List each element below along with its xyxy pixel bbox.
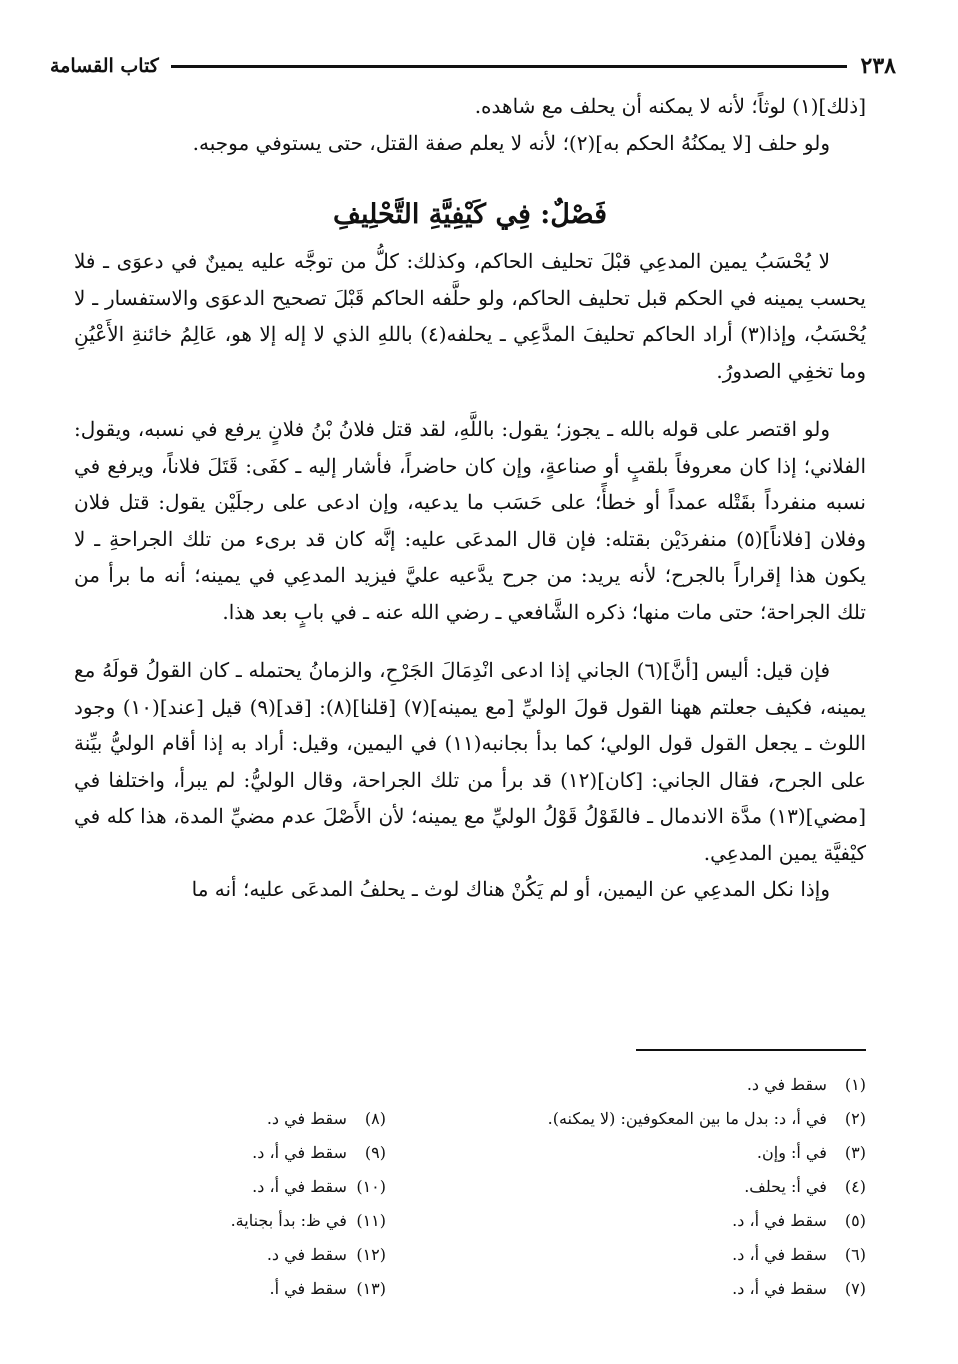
footnote-number: (٦)	[844, 1245, 866, 1264]
paragraph: ولو اقتصر على قوله بالله ـ يجوز؛ يقول: باللَّهِ، لقد قتل فلانُ بْنُ فلانٍ يرفع في نسبه، ويقول: الفلاني؛ إذا كان معروفاً بلقبٍ أو صناعةٍ، وإن كان حاضراً، فأشار إليه ـ كفَى: قَتَلَ فلاناً، ويرفع في نسبه منفرداً بقَتْله عمداً أو خطأً؛ على حَسَب ما يدعيه، وإن ادعى على رجلَيْن يقول: قتل فلان وفلان [فلاناً](٥) منفردَيْن بقتله: فإن قال المدعَى عليه: إنَّه كان قد برىء من تلك الجراحةِ ـ لا يكون هذا إقراراً بالجرح؛ لأنه يريد: من جرح يدَّعيه عليَّ فيزيد المدعِي في يمينه؛ أنه ما برأ من تلك الجراحة؛ حتى مات منها؛ ذكره الشَّافعي ـ رضي الله عنه ـ في بابٍ بعد هذا.	[74, 417, 866, 624]
footnote	[86, 1102, 386, 1136]
header-rule	[171, 65, 847, 68]
intro-line-2: ولو حلف [لا يمكنُهُ الحكم به](٢)؛ لأنه لا يعلم صفة القتل، حتى يستوفي موجبه.	[192, 130, 830, 155]
footnote-number: (١)	[844, 1075, 866, 1094]
footnote	[86, 1136, 386, 1170]
body-text	[74, 88, 866, 908]
footnote-text: سقط في د.	[746, 1075, 827, 1094]
footnote	[466, 1238, 866, 1272]
footnote-number: (٨)	[364, 1109, 386, 1128]
paragraph: فإن قيل: أليس [أنَّ](٦) الجاني إذا ادعى انْدِمَالَ الجَرْحِ، والزمانُ يحتمله ـ كان القولُ قولَهُ مع يمينه، فكيف جعلتم ههنا القول قولَ الوليِّ [مع يمينه](٧) [قلنا](٨): [قد](٩) قيل [عند](١٠) وجود اللوث ـ يجعل القول قول الولي؛ كما بدأ بجانبه(١١) في اليمين، وقيل: أراد به إذا أقام الوليُّ بيِّنة على الجرح، فقال الجاني: [كان](١٢) قد برأ من تلك الجراحة، وقال الوليُّ: لم يبرأ، واختلفا في [مضي](١٣) مدَّة الاندمال ـ فالقَوْلُ قَوْلُ الوليِّ مع يمينه؛ لأن الأَصْلَ عدم مضيِّ المدة، هذا كله في كيْفيَّة يمين المدعِي.	[74, 658, 866, 865]
paragraph: وإذا نكل المدعِي عن اليمين، أو لم يَكُنْ هناك لوث ـ يحلفُ المدعَى عليه؛ أنه ما	[191, 877, 830, 901]
footnote-text: سقط في أ، د.	[732, 1279, 827, 1298]
paragraph: لا يُحْسَبُ يمين المدعِي قبْلَ تحليف الحاكم، وكذلك: كلُّ من توجَّه عليه يمينٌ في دعوَى ـ فلا يحسب يمينه في الحكم قبل تحليف الحاكم، ولو حلَّفه الحاكم قَبْلَ تصحيح الدعوَى والاستفسار ـ لا يُحْسَبُ، وإذا(٣) أراد الحاكم تحليفَ المدَّعِي ـ يحلفه(٤) باللهِ الذي لا إله إلا هو، عَالِمُ خائنةِ الأَعْيُنِ وما تخفِي الصدورُ.	[74, 249, 866, 383]
footnote-number: (٧)	[844, 1279, 866, 1298]
footnote-number: (٢)	[844, 1109, 866, 1128]
footnote-text: في أ، د: بدل ما بين المعكوفين: (لا يمكنه).	[547, 1109, 827, 1128]
footnote-number: (٣)	[844, 1143, 866, 1162]
footnote	[86, 1238, 386, 1272]
footnote-number: (٩)	[364, 1143, 386, 1162]
footnotes-right-column	[466, 1068, 866, 1306]
footnote-number: (١٢)	[356, 1245, 386, 1264]
footnote	[86, 1170, 386, 1204]
footnote-text: سقط في د.	[266, 1109, 347, 1128]
footnote-number: (٤)	[844, 1177, 866, 1196]
footnote-number: (١٠)	[356, 1177, 386, 1196]
footnote-text: سقط في أ، د.	[252, 1143, 347, 1162]
footnote	[86, 1272, 386, 1306]
footnote-text: في أ: وإن.	[756, 1143, 827, 1162]
footnote-text: سقط في أ، د.	[732, 1245, 827, 1264]
section-heading: فَصْلٌ: فِي كَيْفِيَّةِ التَّحْلِيفِ	[333, 199, 607, 230]
footnote	[466, 1272, 866, 1306]
footnote-text: سقط في د.	[266, 1245, 347, 1264]
intro-line-1: [ذلك](١) لوثاً؛ لأنه لا يمكنه أن يحلف مع شاهده.	[474, 94, 866, 118]
footnote	[466, 1068, 866, 1102]
running-header	[50, 46, 896, 86]
footnote-text: سقط في أ، د.	[252, 1177, 347, 1196]
footnote	[466, 1170, 866, 1204]
footnote-text: سقط في أ.	[269, 1279, 347, 1298]
footnote-number: (١٣)	[356, 1279, 386, 1298]
footnote	[466, 1204, 866, 1238]
page-number: ٢٣٨	[860, 53, 896, 79]
footnote	[86, 1204, 386, 1238]
footnote-text: في ظ: بدأ بجناية.	[230, 1211, 347, 1230]
footnote-text: في أ: يحلف.	[744, 1177, 827, 1196]
footnote	[466, 1102, 866, 1136]
chapter-title: كتاب القسامة	[50, 55, 159, 77]
footnote-rule	[636, 1049, 866, 1051]
footnotes	[60, 1068, 866, 1298]
footnotes-left-column	[86, 1102, 386, 1306]
footnote-number: (١١)	[356, 1211, 386, 1230]
footnote	[466, 1136, 866, 1170]
footnote-number: (٥)	[844, 1211, 866, 1230]
footnote-text: سقط في أ، د.	[732, 1211, 827, 1230]
